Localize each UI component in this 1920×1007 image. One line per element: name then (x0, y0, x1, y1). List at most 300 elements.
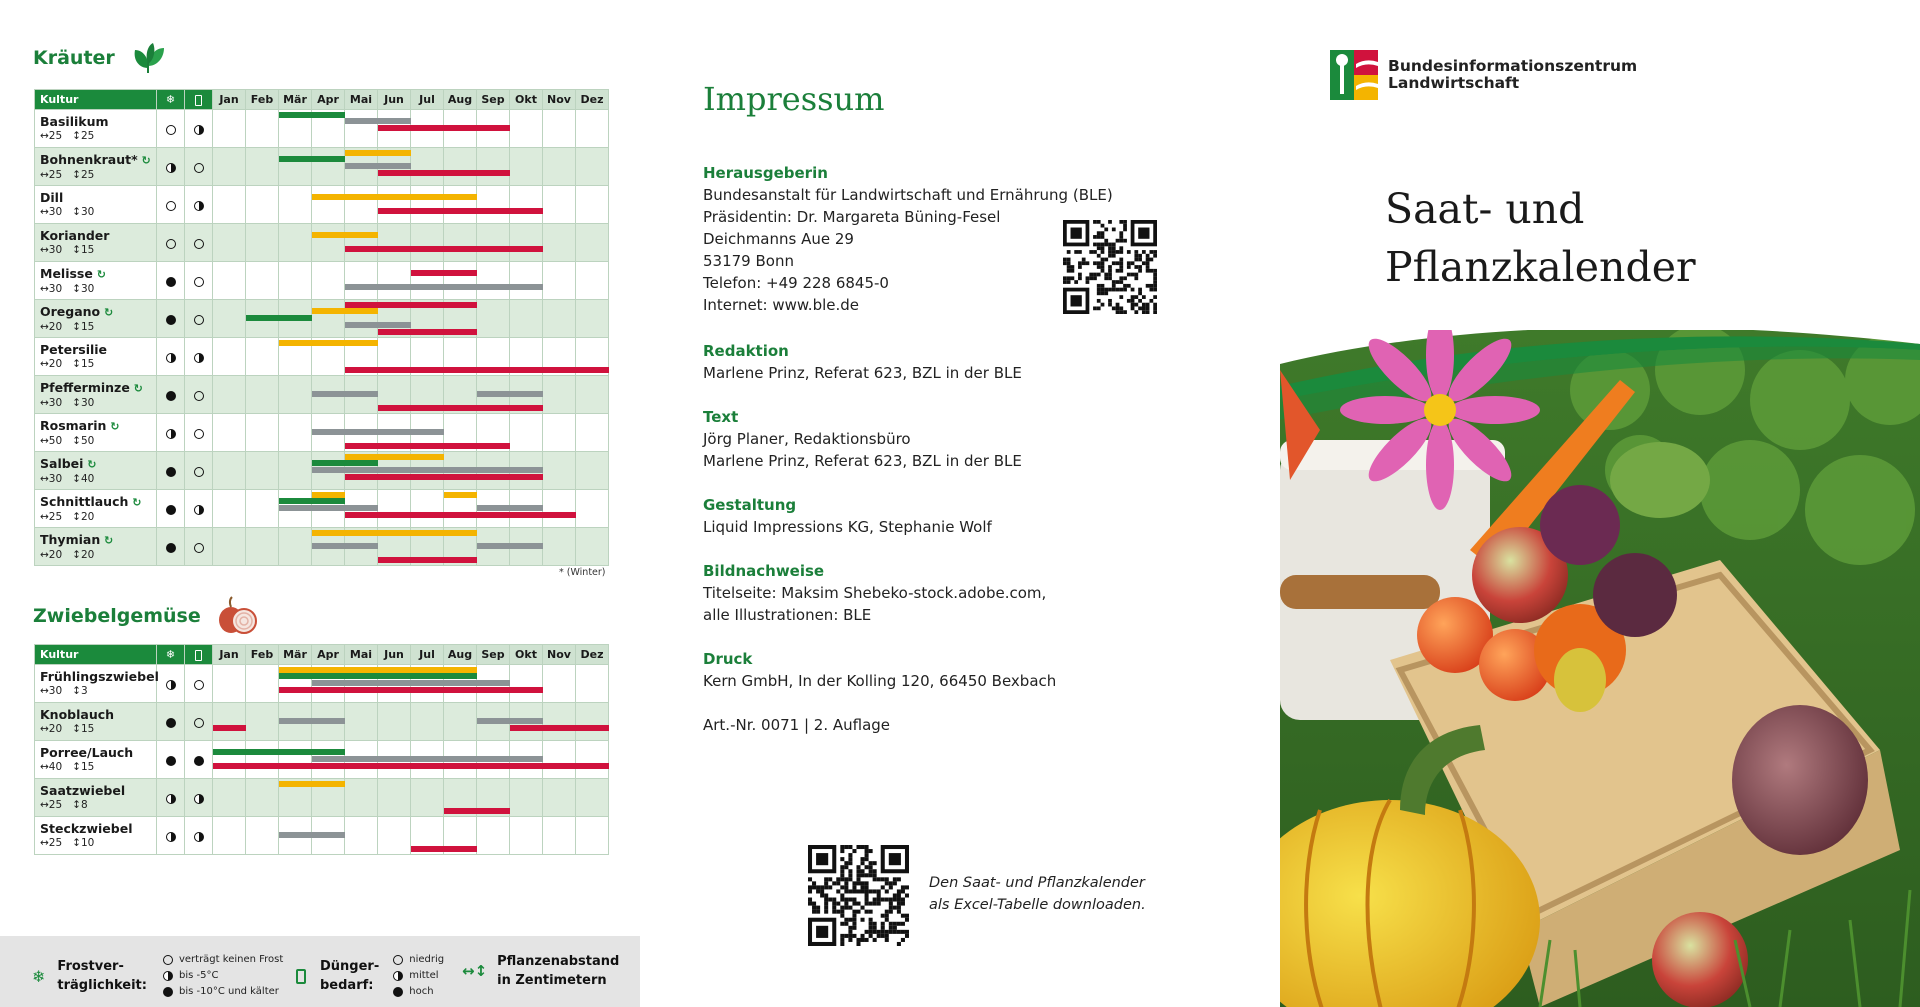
column-header-month: Dez (576, 90, 609, 110)
frost-cell (157, 665, 185, 703)
circle-half-icon (194, 201, 204, 211)
fertilizer-icon (185, 645, 213, 665)
impressum-line: Liquid Impressions KG, Stephanie Wolf (703, 518, 992, 536)
abstand-legend-title-1: Pflanzenabstand (497, 954, 620, 969)
month-cell (246, 186, 279, 224)
calendar-bar-green (213, 749, 345, 755)
calendar-bar-red (411, 270, 477, 276)
month-cell (477, 817, 510, 855)
crop-spacing-row: ↕15 (72, 761, 95, 773)
month-cell (510, 665, 543, 703)
impressum-line: alle Illustrationen: BLE (703, 606, 872, 624)
month-cell (576, 665, 609, 703)
perennial-icon: ↻ (137, 153, 151, 167)
bzl-logo-line-1: Bundesinformationszentrum (1388, 57, 1638, 75)
circle-half-icon (166, 832, 176, 842)
crop-spacing-width: ↔25 (40, 510, 63, 523)
month-cell (213, 224, 246, 262)
month-cell (246, 741, 279, 779)
calendar-bar-gray (312, 543, 378, 549)
qr-code-icon (1063, 220, 1157, 314)
month-cell (543, 110, 576, 148)
month-cell (213, 452, 246, 490)
crop-spacing-width: ↔25 (40, 168, 63, 181)
duenger-cell (185, 338, 213, 376)
duenger-cell (185, 490, 213, 528)
crop-name: Frühlingszwiebel (40, 669, 159, 684)
month-cell (543, 490, 576, 528)
impressum-title: Impressum (703, 80, 885, 118)
month-cell (345, 110, 378, 148)
crop-spacing-row: ↕15 (72, 244, 95, 256)
circle-empty-icon (194, 467, 204, 477)
circle-half-icon (166, 680, 176, 690)
month-cell (543, 528, 576, 566)
duenger-cell (185, 300, 213, 338)
month-cell (444, 262, 477, 300)
column-header-month: Jul (411, 645, 444, 665)
crop-spacing-row: ↕30 (72, 206, 95, 218)
month-cell (213, 262, 246, 300)
month-cell (411, 703, 444, 741)
month-cell (213, 110, 246, 148)
bzl-logo-line-2: Landwirtschaft (1388, 74, 1520, 92)
fertilizer-icon (185, 90, 213, 110)
crop-name: Saatzwiebel (40, 783, 126, 798)
fertilizer-icon (296, 969, 306, 984)
cover-title-line-1: Saat- und (1385, 185, 1585, 233)
crop-name: Oregano (40, 303, 101, 319)
duenger-cell (185, 376, 213, 414)
frost-cell (157, 490, 185, 528)
qr-caption-line-2: als Excel-Tabelle downloaden. (929, 897, 1146, 913)
month-cell (378, 817, 411, 855)
calendar-bar-green (312, 460, 378, 466)
impressum-group (703, 648, 1056, 692)
crop-name: Dill (40, 190, 64, 205)
crop-spacing-width: ↔20 (40, 320, 63, 333)
month-cell (543, 703, 576, 741)
month-cell (411, 490, 444, 528)
calendar-bar-red (411, 846, 477, 852)
frost-item-none (163, 952, 283, 968)
month-cell (213, 186, 246, 224)
month-cell (213, 338, 246, 376)
month-cell (510, 110, 543, 148)
circle-empty-icon (166, 201, 176, 211)
impressum-line: Art.-Nr. 0071 | 2. Auflage (703, 716, 891, 734)
calendar-bar-red (345, 474, 543, 480)
calendar-bar-gray (279, 832, 345, 838)
frost-cell (157, 262, 185, 300)
impressum-line: Titelseite: Maksim Shebeko-stock.adobe.com, (703, 584, 1047, 602)
circle-full-icon (166, 315, 176, 325)
calendar-bar-yellow (279, 781, 345, 787)
crop-spacing-width: ↔30 (40, 244, 63, 256)
impressum-line: 53179 Bonn (703, 252, 794, 270)
calendar-bar-gray (279, 505, 378, 511)
crop-spacing-row: ↕25 (72, 130, 95, 142)
month-cell (246, 148, 279, 186)
qr-code-download-icon[interactable] (808, 845, 909, 946)
crop-spacing-row: ↕15 (72, 320, 95, 333)
impressum-line: Telefon: +49 228 6845-0 (703, 274, 889, 292)
impressum-group (703, 560, 1046, 626)
cover-panel (1280, 0, 1920, 1007)
snowflake-icon: ❄ (157, 90, 185, 110)
column-header-month: Feb (246, 90, 279, 110)
duenger-item-label: mittel (409, 970, 439, 981)
duenger-cell (185, 779, 213, 817)
bzl-logo (1330, 50, 1637, 100)
crop-cell (35, 452, 157, 490)
calendar-bar-red (378, 405, 543, 411)
month-cell (576, 452, 609, 490)
circle-empty-icon (194, 239, 204, 249)
impressum-group (703, 494, 992, 538)
impressum-line: Jörg Planer, Redaktionsbüro (703, 430, 911, 448)
calendar-bar-yellow (312, 492, 345, 498)
abstand-legend-title (497, 952, 619, 990)
crop-spacing-row: ↕30 (72, 282, 95, 295)
calendar-bar-gray (477, 718, 543, 724)
crop-name: Pfefferminze (40, 379, 130, 395)
month-cell (543, 817, 576, 855)
circle-empty-icon (163, 955, 173, 965)
circle-half-icon (166, 353, 176, 363)
circle-empty-icon (194, 163, 204, 173)
duenger-cell (185, 703, 213, 741)
duenger-cell (185, 224, 213, 262)
month-cell (213, 741, 246, 779)
frost-cell (157, 186, 185, 224)
calendar-bar-gray (345, 322, 411, 328)
month-cell (411, 262, 444, 300)
calendar-bar-red (378, 329, 477, 335)
calendar-bar-red (378, 557, 477, 563)
circle-full-icon (166, 277, 176, 287)
month-cell (345, 817, 378, 855)
legend (0, 936, 640, 1007)
impressum-line: Deichmanns Aue 29 (703, 230, 854, 248)
month-cell (576, 148, 609, 186)
month-cell (213, 490, 246, 528)
month-cell (576, 414, 609, 452)
duenger-item-label: hoch (409, 986, 434, 997)
circle-empty-icon (393, 955, 403, 965)
column-header-month: Nov (543, 645, 576, 665)
frost-cell (157, 376, 185, 414)
month-cell (246, 528, 279, 566)
frost-cell (157, 741, 185, 779)
snowflake-icon: ❄ (32, 966, 46, 986)
month-cell (576, 703, 609, 741)
bzl-logo-text (1388, 58, 1637, 92)
impressum-group (703, 340, 1022, 384)
month-cell (246, 452, 279, 490)
crop-spacing-width: ↔30 (40, 396, 63, 409)
month-cell (378, 262, 411, 300)
crop-cell (35, 414, 157, 452)
column-header-month: Jan (213, 645, 246, 665)
month-cell (213, 376, 246, 414)
circle-half-icon (393, 971, 403, 981)
duenger-legend-list (393, 952, 444, 1000)
duenger-item-low (393, 952, 444, 968)
calendar-bar-yellow (279, 667, 477, 673)
crop-cell (35, 741, 157, 779)
month-cell (477, 224, 510, 262)
month-cell (279, 414, 312, 452)
column-header-month: Feb (246, 645, 279, 665)
spacing-arrows-icon: ↔↕ (462, 962, 488, 980)
circle-full-icon (166, 543, 176, 553)
duenger-cell (185, 262, 213, 300)
month-cell (576, 376, 609, 414)
column-header-kultur: Kultur (35, 90, 157, 110)
duenger-cell (185, 414, 213, 452)
month-cell (543, 148, 576, 186)
calendar-bar-red (378, 125, 510, 131)
cover-photo-vegetables (1280, 330, 1920, 1007)
circle-empty-icon (194, 315, 204, 325)
crop-spacing-row: ↕3 (72, 685, 88, 697)
table-row (35, 262, 609, 300)
frost-item-5 (163, 968, 283, 984)
month-cell (246, 110, 279, 148)
month-cell (213, 779, 246, 817)
month-cell (510, 262, 543, 300)
month-cell (378, 224, 411, 262)
frost-cell (157, 452, 185, 490)
frost-legend-title-1: Frostver- (57, 959, 124, 974)
month-cell (312, 224, 345, 262)
frost-cell (157, 414, 185, 452)
duenger-legend-title-1: Dünger- (320, 959, 380, 974)
month-cell (279, 741, 312, 779)
crop-cell (35, 110, 157, 148)
calendar-bar-gray (312, 429, 444, 435)
crop-spacing-row: ↕40 (72, 472, 95, 485)
circle-empty-icon (194, 718, 204, 728)
month-cell (510, 224, 543, 262)
month-cell (411, 186, 444, 224)
circle-empty-icon (194, 543, 204, 553)
perennial-icon: ↻ (106, 419, 120, 433)
duenger-cell (185, 817, 213, 855)
calendar-bar-gray (312, 680, 510, 686)
month-cell (576, 224, 609, 262)
calendar-bar-gray (312, 467, 543, 473)
month-cell (279, 528, 312, 566)
impressum-heading: Redaktion (703, 342, 789, 360)
crop-name: Melisse (40, 265, 93, 281)
calendar-bar-yellow (312, 308, 378, 314)
qr-caption-line-1: Den Saat- und Pflanzkalender (929, 875, 1145, 891)
column-header-month: Aug (444, 90, 477, 110)
snowflake-icon: ❄ (157, 645, 185, 665)
crop-cell (35, 779, 157, 817)
crop-spacing-width: ↔30 (40, 472, 63, 485)
crop-spacing-width: ↔30 (40, 206, 63, 218)
calendar-bar-yellow (312, 530, 477, 536)
column-header-month: Okt (510, 645, 543, 665)
column-header-month: Sep (477, 90, 510, 110)
calendar-panel (0, 0, 640, 1007)
impressum-line: Marlene Prinz, Referat 623, BZL in der BLE (703, 452, 1022, 470)
circle-empty-icon (194, 391, 204, 401)
month-cell (213, 528, 246, 566)
month-cell (510, 817, 543, 855)
frost-item-label: bis -5°C (178, 970, 219, 981)
crop-name: Knoblauch (40, 707, 115, 722)
winter-note: * (Winter) (559, 567, 606, 578)
frost-legend-title-2: träglichkeit: (57, 978, 147, 993)
calendar-bar-red (345, 367, 609, 373)
month-cell (213, 703, 246, 741)
column-header-month: Apr (312, 645, 345, 665)
month-cell (378, 186, 411, 224)
month-cell (477, 186, 510, 224)
table-row (35, 148, 609, 186)
frost-cell (157, 703, 185, 741)
month-cell (543, 224, 576, 262)
legend-frost (32, 952, 283, 1000)
impressum-panel (640, 0, 1280, 1007)
calendar-bar-gray (345, 284, 543, 290)
duenger-cell (185, 186, 213, 224)
column-header-month: Mär (279, 90, 312, 110)
crop-spacing-row: ↕20 (72, 548, 95, 561)
calendar-bar-green (246, 315, 312, 321)
crop-name: Salbei (40, 455, 84, 471)
frost-cell (157, 338, 185, 376)
circle-full-icon (163, 987, 173, 997)
month-cell (312, 262, 345, 300)
duenger-legend-title-2: bedarf: (320, 978, 374, 993)
column-header-month: Mai (345, 90, 378, 110)
circle-empty-icon (166, 239, 176, 249)
table-row (35, 224, 609, 262)
calendar-bar-green (279, 498, 345, 504)
calendar-bar-yellow (312, 194, 477, 200)
perennial-icon: ↻ (128, 495, 142, 509)
frost-cell (157, 148, 185, 186)
crop-spacing-row: ↕15 (72, 358, 95, 370)
calendar-bar-red (345, 302, 477, 308)
impressum-line: Marlene Prinz, Referat 623, BZL in der BLE (703, 364, 1022, 382)
cover-title-line-2: Pflanzkalender (1385, 243, 1696, 291)
column-header-month: Jun (378, 645, 411, 665)
frost-cell (157, 528, 185, 566)
month-cell (246, 817, 279, 855)
duenger-cell (185, 110, 213, 148)
crop-spacing-width: ↔25 (40, 130, 63, 142)
frost-item-label: bis -10°C und kälter (178, 986, 279, 997)
month-cell (345, 779, 378, 817)
crop-spacing-row: ↕25 (72, 168, 95, 181)
crop-name: Schnittlauch (40, 493, 129, 509)
month-cell (345, 224, 378, 262)
crop-cell (35, 148, 157, 186)
crop-spacing-width: ↔30 (40, 282, 63, 295)
calendar-bar-gray (345, 163, 411, 169)
column-header-kultur: Kultur (35, 645, 157, 665)
calendar-bar-red (345, 443, 510, 449)
frost-cell (157, 817, 185, 855)
month-cell (510, 148, 543, 186)
column-header-month: Jan (213, 90, 246, 110)
perennial-icon: ↻ (100, 533, 114, 547)
circle-half-icon (194, 125, 204, 135)
month-cell (576, 528, 609, 566)
calendar-bar-red (510, 725, 609, 731)
circle-half-icon (163, 971, 173, 981)
month-cell (411, 148, 444, 186)
crop-name: Porree/Lauch (40, 745, 134, 760)
month-cell (411, 224, 444, 262)
column-header-month: Jun (378, 90, 411, 110)
calendar-bar-red (213, 763, 609, 769)
month-cell (345, 703, 378, 741)
month-cell (246, 490, 279, 528)
section-title-herbs (33, 42, 167, 74)
onions-title: Zwiebelgemüse (33, 605, 201, 627)
crop-spacing-width: ↔20 (40, 358, 63, 370)
circle-full-icon (166, 718, 176, 728)
duenger-cell (185, 741, 213, 779)
frost-cell (157, 779, 185, 817)
column-header-month: Apr (312, 90, 345, 110)
calendar-bar-yellow (279, 340, 378, 346)
month-cell (444, 224, 477, 262)
month-cell (213, 148, 246, 186)
month-cell (477, 148, 510, 186)
month-cell (543, 186, 576, 224)
circle-half-icon (194, 505, 204, 515)
crop-spacing-width: ↔25 (40, 837, 63, 849)
circle-full-icon (194, 756, 204, 766)
month-cell (576, 741, 609, 779)
circle-full-icon (166, 756, 176, 766)
duenger-item-mid (393, 968, 444, 984)
calendar-bar-red (444, 808, 510, 814)
calendar-bar-red (279, 687, 543, 693)
month-cell (213, 300, 246, 338)
month-cell (312, 186, 345, 224)
circle-half-icon (194, 353, 204, 363)
circle-full-icon (166, 391, 176, 401)
impressum-line: Bundesanstalt für Landwirtschaft und Ernährung (BLE) (703, 186, 1113, 204)
month-cell (444, 186, 477, 224)
crop-name: Koriander (40, 228, 110, 243)
impressum-group (703, 406, 1022, 472)
circle-half-icon (166, 429, 176, 439)
month-cell (576, 779, 609, 817)
month-cell (279, 452, 312, 490)
crop-spacing-width: ↔30 (40, 685, 63, 697)
month-cell (477, 262, 510, 300)
crop-cell (35, 224, 157, 262)
month-cell (543, 376, 576, 414)
month-cell (378, 490, 411, 528)
month-cell (246, 262, 279, 300)
month-cell (246, 703, 279, 741)
crop-spacing-width: ↔20 (40, 548, 63, 561)
month-cell (510, 186, 543, 224)
column-header-month: Jul (411, 90, 444, 110)
month-cell (510, 779, 543, 817)
